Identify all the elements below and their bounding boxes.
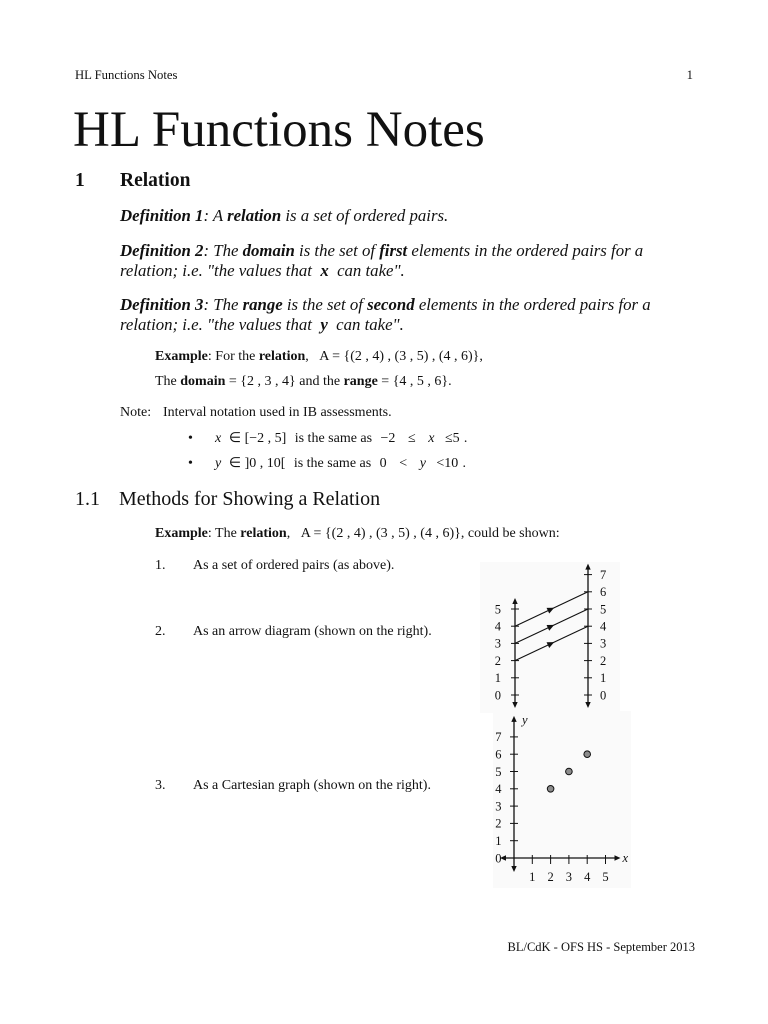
section-heading: Relation — [120, 170, 191, 191]
bullet-icon: • — [188, 456, 193, 471]
definition-text: : A — [203, 206, 228, 225]
example-1-line-1 — [155, 348, 483, 366]
bullet-text: . — [463, 431, 468, 446]
defined-term: relation — [227, 206, 282, 225]
y-axis-tick-label: 4 — [495, 782, 502, 797]
list-item — [155, 623, 432, 641]
x-axis-label: x — [622, 851, 629, 865]
variable: y — [215, 456, 222, 471]
domain-axis-label: 4 — [494, 619, 501, 634]
y-axis-label: y — [522, 712, 528, 727]
y-axis-tick-label: 1 — [495, 834, 502, 848]
definition-3-line-1 — [120, 295, 651, 315]
definition-text: is the set of — [282, 295, 368, 314]
note-text: Interval notation used in IB assessments. — [163, 405, 392, 420]
domain-axis-label: 2 — [494, 653, 501, 668]
emphasized-word: first — [379, 241, 408, 260]
list-item — [155, 557, 394, 575]
x-axis-tick-label: 4 — [584, 870, 591, 884]
definition-text: : The — [203, 241, 243, 260]
y-axis-tick-label: 2 — [495, 816, 502, 831]
x-axis-tick-label: 5 — [602, 870, 609, 884]
bullet-text: is the same as — [294, 431, 373, 446]
range-axis-label: 3 — [600, 636, 607, 651]
y-axis-tick-label: 6 — [495, 747, 502, 762]
variable: x — [320, 261, 329, 280]
defined-term: range — [242, 295, 283, 314]
variable: y — [320, 315, 328, 334]
x-axis-tick-label: 3 — [565, 870, 573, 884]
definition-text: elements in the ordered pairs for a — [407, 241, 644, 260]
bullet-text: . — [462, 456, 466, 471]
x-axis-tick-label: 2 — [547, 870, 554, 884]
definition-text: is a set of ordered pairs. — [281, 206, 449, 225]
example-term: relation — [240, 526, 287, 541]
list-item-text: As an arrow diagram (shown on the right). — [193, 624, 432, 639]
example-text: : For the — [207, 349, 259, 364]
example-text: , — [305, 349, 309, 364]
data-point — [584, 751, 591, 758]
definition-text: is the set of — [294, 241, 380, 260]
y-axis-tick-label: 3 — [495, 799, 502, 814]
example-term: relation — [258, 349, 306, 364]
list-item — [155, 777, 431, 795]
example-text: = — [377, 374, 393, 389]
variable: x — [215, 431, 222, 446]
example-text: = — [225, 374, 241, 389]
emphasized-word: second — [367, 295, 415, 314]
y-axis-tick-label: 5 — [495, 764, 502, 779]
note-label: Note: — [120, 405, 152, 420]
subsection-number: 1.1 — [75, 488, 100, 510]
definition-text: : The — [203, 295, 243, 314]
definition-text: can take". — [336, 315, 404, 334]
range-axis-label: 1 — [600, 671, 607, 686]
list-item-text: As a set of ordered pairs (as above). — [193, 558, 395, 573]
variable: x — [428, 431, 435, 446]
inequality-sign: < — [399, 456, 408, 471]
definition-label: Definition 2 — [120, 241, 204, 260]
definition-text: can take". — [337, 261, 405, 280]
bullet-icon: • — [188, 431, 193, 446]
range-axis-label: 4 — [600, 619, 607, 634]
definition-label: Definition 1 — [120, 206, 204, 225]
example-text: , could be shown: — [460, 526, 560, 541]
page-number: 1 — [686, 68, 693, 82]
page-title: HL Functions Notes — [73, 102, 485, 158]
example-text: and the — [295, 374, 344, 389]
cartesian-graph — [492, 710, 632, 890]
subsection-heading: Methods for Showing a Relation — [119, 488, 381, 510]
y-axis-tick-label: 7 — [495, 730, 502, 745]
page-footer: BL/CdK - OFS HS - September 2013 — [507, 940, 695, 954]
upper-bound: ≤5 — [444, 431, 460, 446]
example-term: range — [343, 374, 378, 389]
arrow-diagram-background — [480, 562, 620, 713]
data-point — [566, 768, 573, 775]
list-number: 1. — [155, 558, 166, 573]
domain-axis-label: 1 — [494, 671, 501, 686]
definition-text: relation; i.e. "the values that — [120, 315, 312, 334]
definition-label: Definition 3 — [120, 295, 204, 314]
relation-set: A = {(2 , 4) , (3 , 5) , (4 , 6)} — [300, 526, 461, 541]
domain-axis-label: 3 — [494, 636, 501, 651]
range-set: {4 , 5 , 6} — [392, 374, 449, 389]
note — [120, 404, 392, 422]
range-axis-label: 0 — [600, 688, 607, 703]
example-text: . — [448, 374, 452, 389]
interval: ∈ ]0 , 10[ — [228, 456, 286, 471]
y-axis-tick-label: 0 — [495, 851, 502, 866]
example-term: domain — [180, 374, 226, 389]
bullet-text: is the same as — [293, 456, 372, 471]
defined-term: domain — [242, 241, 295, 260]
interval: ∈ [−2 , 5] — [228, 431, 287, 446]
inequality-sign: ≤ — [407, 431, 416, 446]
relation-set: A = {(2 , 4) , (3 , 5) , (4 , 6)} — [319, 349, 480, 364]
running-header-title: HL Functions Notes — [75, 68, 178, 82]
variable: y — [419, 456, 426, 471]
example-text: , — [479, 349, 483, 364]
example-2 — [155, 525, 560, 543]
domain-axis-label: 0 — [494, 688, 501, 703]
arrow-diagram — [478, 560, 623, 715]
note-bullet — [188, 430, 467, 448]
definition-text: relation; i.e. "the values that — [120, 261, 312, 280]
range-axis-label: 2 — [600, 653, 607, 668]
example-1-line-2 — [155, 373, 452, 391]
example-text: The — [155, 374, 181, 389]
definition-2-line-2 — [120, 261, 405, 281]
definition-2-line-1 — [120, 241, 643, 261]
range-axis-label: 5 — [600, 602, 607, 617]
definition-1 — [120, 206, 448, 226]
definition-3-line-2 — [120, 315, 404, 335]
range-axis-label: 7 — [600, 567, 607, 582]
section-number: 1 — [75, 170, 85, 191]
list-item-text: As a Cartesian graph (shown on the right). — [193, 778, 431, 793]
definition-text: elements in the ordered pairs for a — [414, 295, 651, 314]
upper-bound: <10 — [436, 456, 459, 471]
example-text: , — [286, 526, 291, 541]
list-number: 2. — [155, 624, 166, 639]
lower-bound: −2 — [380, 431, 396, 446]
list-number: 3. — [155, 778, 166, 793]
range-axis-label: 6 — [600, 585, 607, 600]
example-label: Example — [155, 349, 208, 364]
note-bullet — [188, 455, 466, 473]
data-point — [547, 786, 554, 793]
domain-set: {2 , 3 , 4} — [240, 374, 296, 389]
example-text: : The — [207, 526, 241, 541]
x-axis-tick-label: 1 — [529, 870, 536, 884]
lower-bound: 0 — [379, 456, 387, 471]
example-label: Example — [155, 526, 208, 541]
domain-axis-label: 5 — [494, 602, 501, 617]
